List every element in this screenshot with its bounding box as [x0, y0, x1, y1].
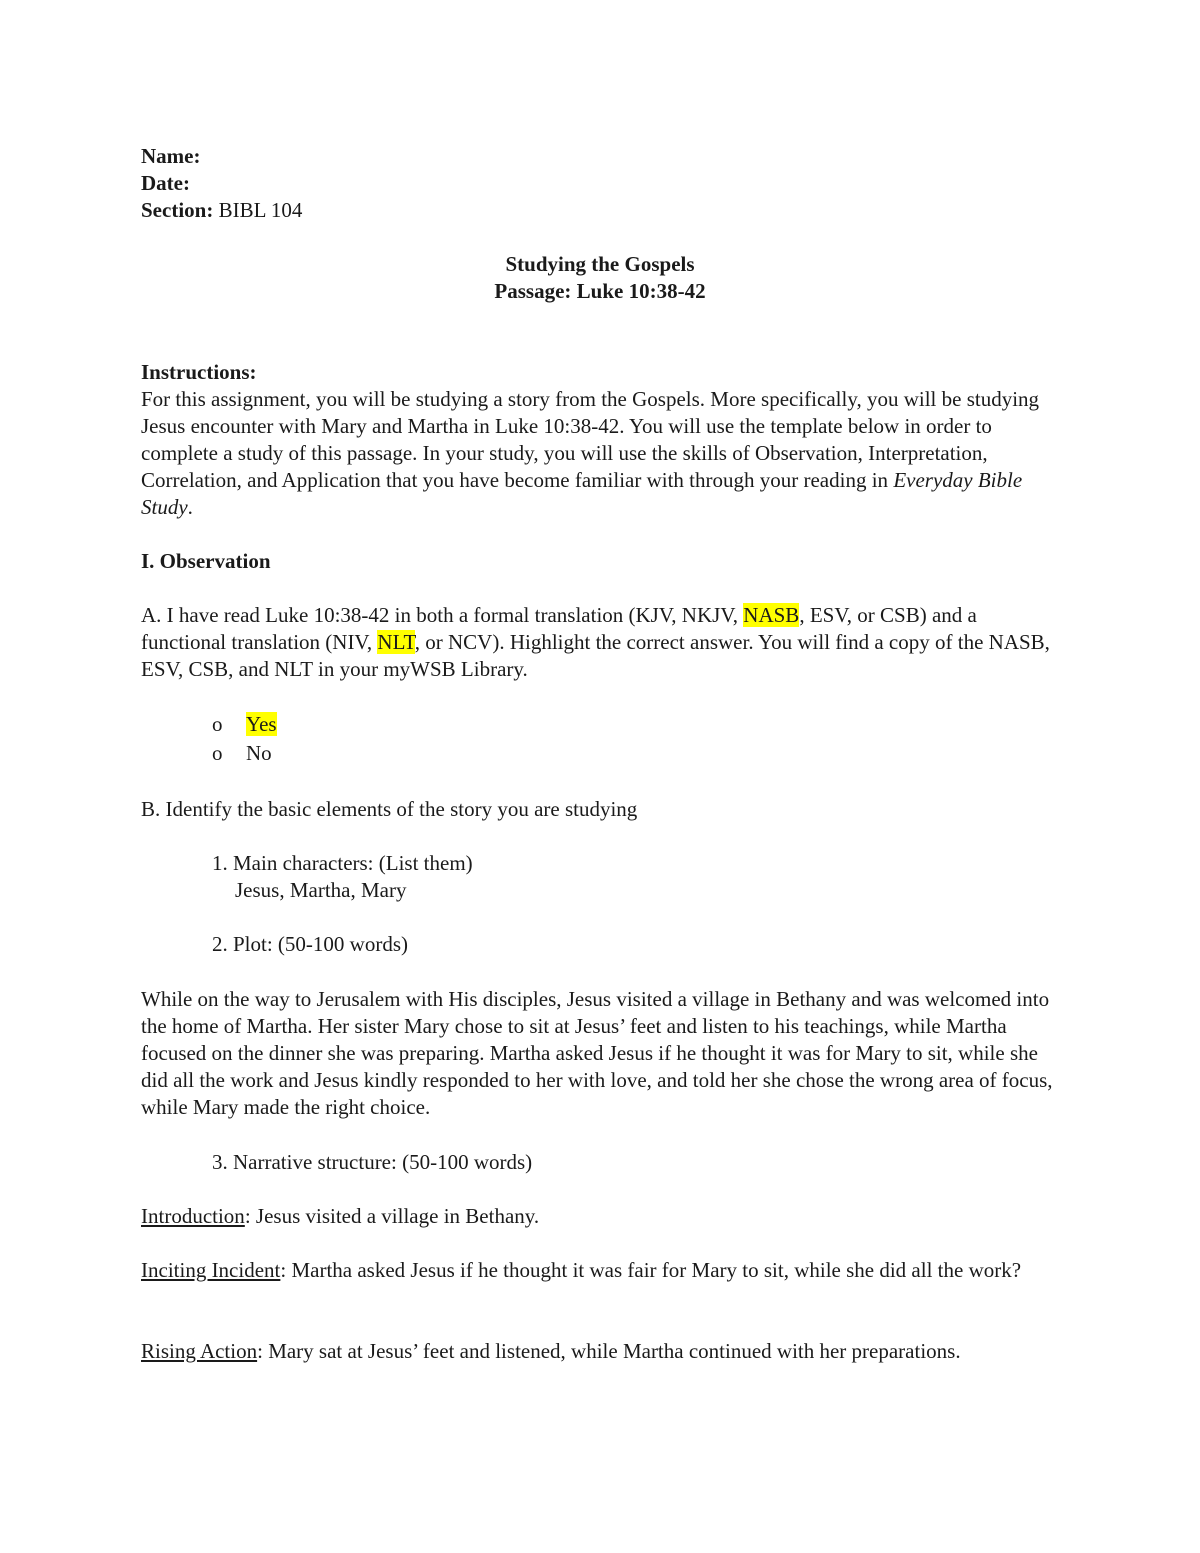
structure-rising-action	[141, 1338, 1061, 1365]
bullet-marker: o	[212, 712, 223, 736]
option-no-label: No	[246, 741, 272, 765]
structure-term: Inciting Incident	[141, 1258, 281, 1282]
structure-text: : Jesus visited a village in Bethany.	[244, 1204, 540, 1228]
highlight-nasb: NASB	[743, 603, 800, 627]
section-label: Section:	[141, 198, 214, 222]
item-narrative-label: 3. Narrative structure: (50-100 words)	[212, 1150, 533, 1174]
structure-text: : Martha asked Jesus if he thought it was fair for Mary to sit, while she did all the work?	[280, 1258, 1022, 1282]
structure-term: Introduction	[141, 1204, 245, 1228]
structure-text: : Mary sat at Jesus’ feet and listened, while Martha continued with her preparations.	[257, 1339, 961, 1363]
plot-answer: While on the way to Jerusalem with His disciples, Jesus visited a village in Bethany and was welcomed into the home of Martha. Her sister Mary chose to sit at Jesus’ feet and listen to his teachings, while Martha focused on the dinner she was preparing. Martha asked Jesus if he thought it was for Mary to sit, while she did all the work and Jesus kindly responded to her with love, and told her she chose the wrong area of focus, while Mary made the right choice.	[141, 987, 1053, 1119]
item-plot-label: 2. Plot: (50-100 words)	[212, 932, 408, 956]
option-no	[212, 740, 272, 767]
passage-title: Passage: Luke 10:38-42	[494, 279, 706, 303]
page-title: Studying the Gospels	[505, 252, 695, 276]
question-a-part1: A. I have read Luke 10:38-42 in both a formal translation (KJV, NKJV,	[141, 603, 744, 627]
instructions-body	[141, 386, 1061, 521]
structure-inciting-incident	[141, 1257, 1061, 1284]
highlight-nlt: NLT	[377, 630, 415, 654]
question-a	[141, 602, 1061, 683]
option-yes	[212, 711, 277, 738]
date-label: Date:	[141, 171, 190, 195]
structure-introduction	[141, 1203, 1061, 1230]
instructions-text: For this assignment, you will be studying a story from the Gospels. More specifically, you will be studying Jesus encounter with Mary and Martha in Luke 10:38-42. You will use the template below in order to complete a study of this passage. In your study, you will use the skills of Observation, Interpretation, Correlation, and Application that you have become familiar with through your reading in	[141, 387, 1040, 492]
structure-term: Rising Action	[141, 1339, 258, 1363]
section-line	[141, 197, 1061, 224]
section-value: BIBL 104	[213, 198, 303, 222]
bullet-marker: o	[212, 741, 223, 765]
item-main-characters	[212, 850, 473, 904]
question-a-part3: , or NCV). Highlight the correct answer. You will find a copy of the NASB, ESV, CSB, and NLT in your myWSB Library.	[141, 630, 1050, 681]
instructions-end: .	[187, 495, 193, 519]
question-b: B. Identify the basic elements of the story you are studying	[141, 797, 638, 821]
question-a-part2: , ESV, or CSB) and a functional translation (NIV,	[141, 603, 977, 654]
item1-answer: Jesus, Martha, Mary	[235, 878, 407, 902]
observation-heading: I. Observation	[141, 549, 271, 573]
book-title: Everyday Bible Study	[141, 468, 1023, 519]
option-yes-label: Yes	[246, 712, 277, 736]
item1-label: 1. Main characters: (List them)	[212, 851, 473, 875]
instructions-heading: Instructions:	[141, 360, 257, 384]
name-label: Name:	[141, 144, 201, 168]
